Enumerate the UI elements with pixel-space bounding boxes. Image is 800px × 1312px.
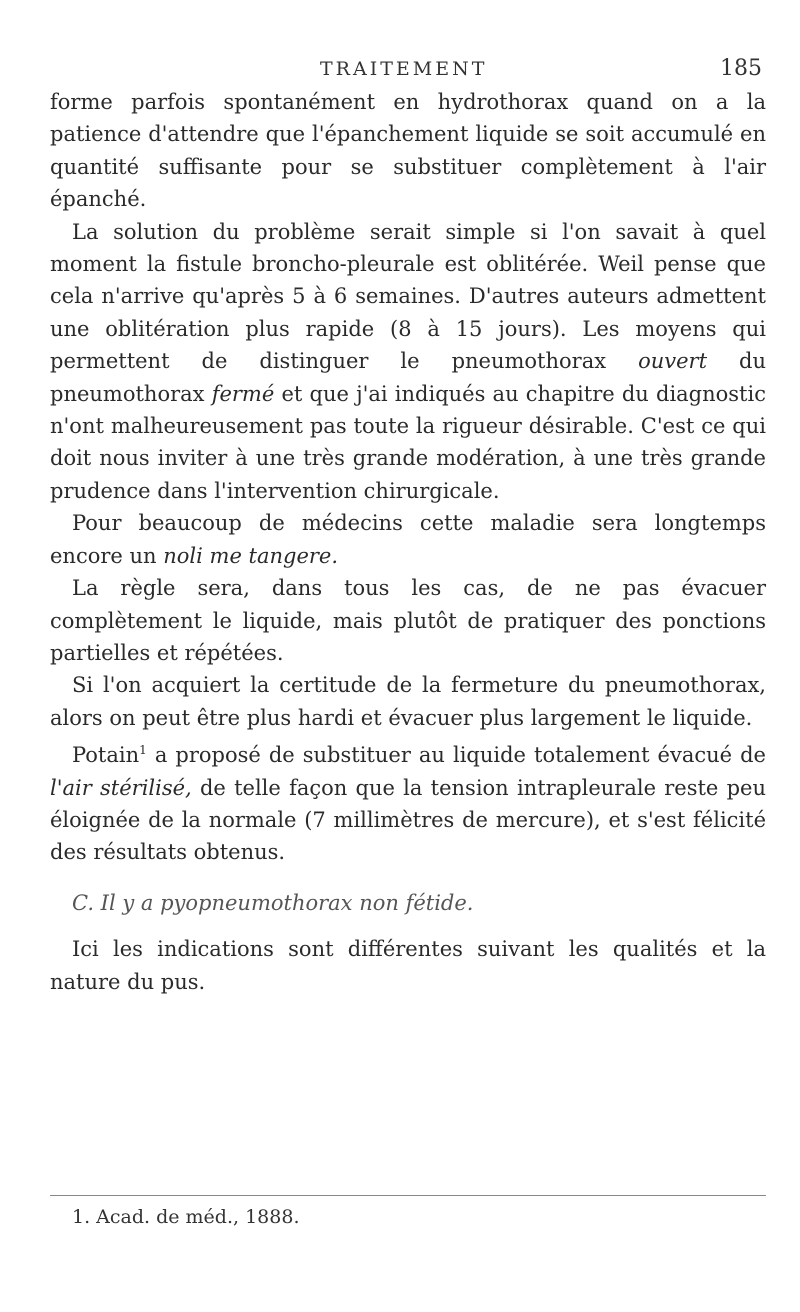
paragraph-1: forme parfois spontanément en hydrothorax quand on a la patience d'attendre que l'épanchement liquide se soit accumulé en quantité suffisante pour se substituer complètement à l'air épanché.: [50, 90, 766, 212]
footnote: 1. Acad. de méd., 1888.: [72, 1206, 300, 1228]
paragraph-6: [50, 734, 766, 869]
running-title: TRAITEMENT: [320, 58, 488, 80]
paragraph-4: La règle sera, dans tous les cas, de ne pas évacuer complètement le liquide, mais plutôt de pratiquer des ponctions partielles et répétées.: [50, 576, 766, 665]
paragraph-6-start: Potain: [72, 743, 140, 768]
footnote-divider: [50, 1195, 766, 1196]
emphasis-air-sterilise: l'air stérilisé,: [50, 775, 192, 800]
emphasis-ouvert: ouvert: [638, 349, 708, 374]
paragraph-3-text: Pour beaucoup de médecins cette maladie sera longtemps encore un: [50, 511, 766, 568]
paragraph-6-end: de telle façon que la tension intrapleurale reste peu éloignée de la normale (7 millimètres de mercure), et s'est félicité des résultats obtenus.: [50, 775, 766, 865]
running-head: [0, 56, 800, 86]
paragraph-2-end: et que j'ai indiqués au chapitre du diagnostic n'ont malheureusement pas toute la rigueur désirable. C'est ce qui doit nous inviter à une très grande modération, à une très grande prudence dans l'intervention chirurgicale.: [50, 381, 766, 503]
paragraph-5: Si l'on acquiert la certitude de la fermeture du pneumothorax, alors on peut être plus hardi et évacuer plus largement le liquide.: [50, 673, 766, 730]
paragraph-2: [50, 216, 766, 508]
paragraph-7: Ici les indications sont différentes suivant les qualités et la nature du pus.: [50, 937, 766, 994]
paragraph-3: [50, 507, 766, 572]
section-heading: C. Il y a pyopneumothorax non fétide.: [72, 890, 474, 915]
body-text: [50, 86, 766, 998]
emphasis-noli-me-tangere: noli me tangere.: [163, 543, 339, 568]
paragraph-2-text: La solution du problème serait simple si l'on savait à quel moment la fistule broncho-pleurale est oblitérée. Weil pense que cela n'arrive qu'après 5 à 6 semaines. D'autres auteurs admettent une oblitération plus rapide (8 à 15 jours). Les moyens qui permettent de distinguer le pneumothorax: [50, 219, 766, 374]
paragraph-6-mid: a proposé de substituer au liquide totalement évacué de: [154, 743, 766, 768]
page-number: 185: [720, 56, 762, 81]
footnote-reference: 1: [139, 743, 147, 758]
emphasis-ferme: fermé: [211, 381, 275, 406]
paragraph-2-mid: du pneumothorax: [50, 349, 766, 406]
